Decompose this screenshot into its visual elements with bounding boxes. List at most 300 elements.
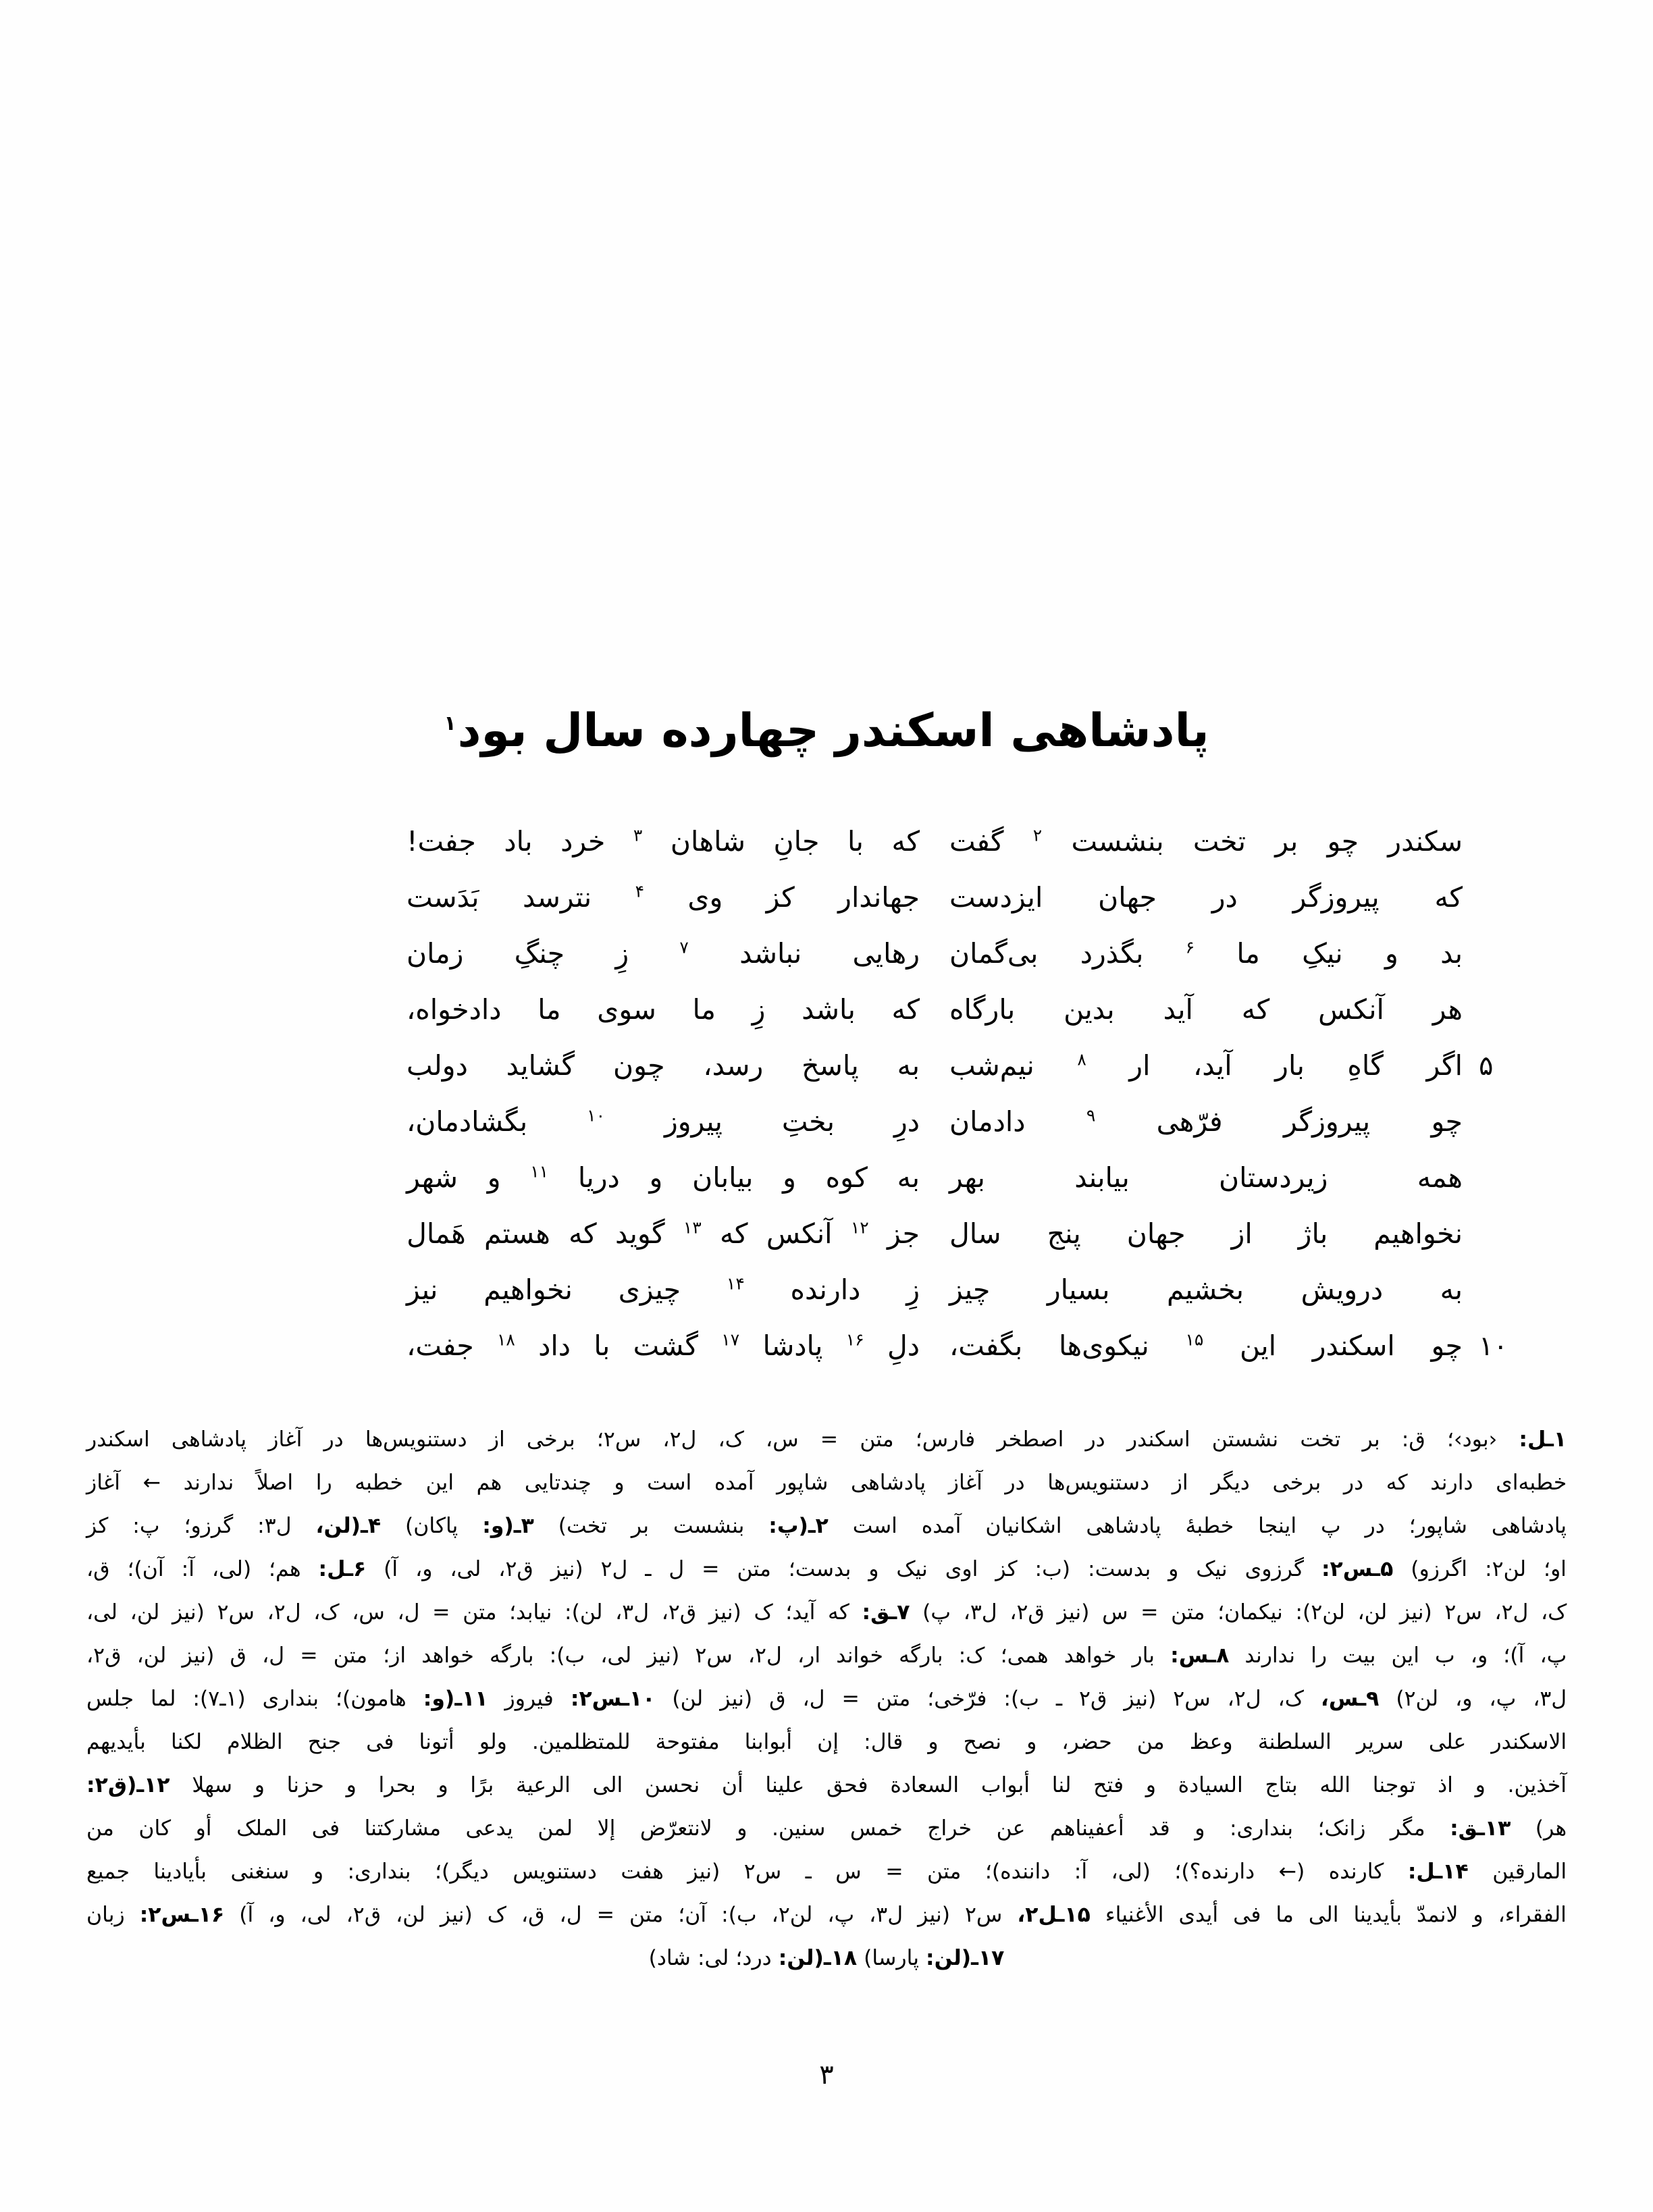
verse-word: شهر: [406, 1161, 458, 1194]
footnote-word: الاسکندر: [1491, 1730, 1567, 1754]
verse-word: با: [594, 1329, 610, 1362]
verse-word: اگر: [1426, 1049, 1463, 1082]
hemistich-left: [406, 1049, 949, 1082]
footnote-word: ۹ـس،: [1320, 1687, 1380, 1711]
footnote-word: ب: [1435, 1643, 1455, 1668]
verse-word: ما: [1236, 937, 1260, 970]
verse-word: اسکندر: [1312, 1329, 1395, 1362]
verse-word: سوی: [597, 993, 656, 1026]
footnote-word: اینجا: [1258, 1514, 1297, 1538]
footnote-word: السلطنة: [1257, 1730, 1332, 1754]
footnote-word: بار: [1132, 1643, 1155, 1668]
footnote-word: پ: [1320, 1514, 1341, 1538]
footnote-word: ولو: [479, 1730, 507, 1754]
footnote-word: (نیز: [172, 1600, 205, 1625]
footnote-word: سریر: [1356, 1730, 1404, 1754]
footnote-word: س،: [352, 1600, 385, 1625]
footnote-line: [86, 1548, 1567, 1591]
verse-line: [122, 993, 1531, 1049]
verse-word: زیردستان: [1219, 1161, 1328, 1194]
footnote-word: الملک: [236, 1816, 288, 1841]
verse-word: هستم: [483, 1217, 550, 1250]
footnote-word: قد: [1149, 1816, 1170, 1841]
footnote-line: [86, 1937, 1567, 1980]
footnote-word: (لی،: [1111, 1860, 1151, 1884]
footnote-word: شاد): [648, 1946, 691, 1970]
verse-word: همه: [1417, 1161, 1463, 1194]
verse-word: درویش: [1301, 1273, 1384, 1306]
footnote-word: چندتایی: [524, 1471, 592, 1495]
verse-word: دریا: [577, 1161, 620, 1194]
footnote-word: =: [702, 1557, 720, 1581]
verse-footnote-marker: ۸: [1077, 1049, 1086, 1070]
footnote-word: و: [1473, 1903, 1484, 1927]
footnote-word: و: [868, 1557, 879, 1581]
footnote-word: فی: [311, 1816, 340, 1841]
verse-word: گشاید: [506, 1049, 575, 1082]
footnote-word: ل۲،: [1494, 1600, 1529, 1625]
footnote-word: مگر: [1390, 1816, 1425, 1841]
footnote-word: الله: [1319, 1773, 1351, 1797]
footnote-line: [86, 1893, 1567, 1937]
footnote-word: (نیز: [440, 1903, 473, 1927]
footnote-word: و: [928, 1730, 939, 1754]
verse-line-number: ۱۰: [1479, 1331, 1508, 1362]
footnote-word: أتونا: [419, 1730, 454, 1754]
footnote-word: لن۲:: [1484, 1557, 1527, 1581]
footnote-word: و: [1026, 1730, 1037, 1754]
footnote-word: =: [885, 1860, 903, 1884]
footnote-word: س۲: [217, 1600, 255, 1625]
footnote-line: [86, 1720, 1567, 1764]
verse-block: [122, 825, 1531, 1386]
footnote-word: لن،: [136, 1643, 167, 1668]
footnote-word: حضر،: [1061, 1730, 1112, 1754]
footnote-word: علینا: [765, 1773, 805, 1797]
footnote-word: (نیز: [647, 1643, 680, 1668]
hemistich-left: [406, 1273, 949, 1306]
footnote-word: لانتعرّض: [639, 1816, 712, 1841]
footnote-word: سهلا: [192, 1773, 233, 1797]
hemistich-right: [949, 1105, 1469, 1138]
verse-word: نیکِ: [1302, 937, 1343, 970]
footnote-word: جلس: [86, 1687, 134, 1711]
hemistich-left: [406, 993, 949, 1026]
footnote-word: س۲؛: [596, 1427, 641, 1452]
footnote-word: السیادة: [1178, 1773, 1243, 1797]
footnote-word: نیک: [1196, 1557, 1228, 1581]
verse-footnote-marker: ۱۷: [721, 1329, 740, 1350]
verse-line: [122, 1161, 1531, 1217]
verse-word: بار: [1275, 1049, 1305, 1082]
footnote-word: پادشاهی: [1086, 1514, 1161, 1538]
verse-word: داد: [538, 1329, 571, 1362]
verse-footnote-marker: ۱۵: [1185, 1329, 1204, 1350]
footnote-word: آمده: [714, 1471, 754, 1495]
footnote-word: س: [835, 1860, 862, 1884]
footnote-word: برخی: [526, 1427, 575, 1452]
footnote-word: شاپور؛: [1409, 1514, 1467, 1538]
verse-word: آید: [1163, 993, 1193, 1026]
footnote-word: تخت): [558, 1514, 608, 1538]
footnote-word: است: [647, 1471, 692, 1495]
footnote-word: ق،: [86, 1557, 110, 1581]
footnote-word: خمس: [849, 1816, 903, 1841]
verse-word: [846, 1329, 864, 1362]
footnote-word: الظلام: [227, 1730, 283, 1754]
footnote-word: (ب:: [1034, 1557, 1071, 1581]
verse-word: هر: [1432, 993, 1463, 1026]
verse-word: جهان: [1126, 1217, 1186, 1250]
footnote-word: ۳ـ(و:: [482, 1514, 534, 1538]
footnote-word: هامون)؛: [336, 1687, 406, 1711]
footnote-word: ل۲،: [267, 1600, 301, 1625]
footnote-word: ق۲،: [346, 1903, 382, 1927]
verse-word: جز: [887, 1217, 920, 1250]
footnote-word: شاپور: [777, 1471, 829, 1495]
verse-word: به: [897, 1049, 920, 1082]
verse-word: باد: [504, 825, 533, 858]
verse-word: چنگِ: [514, 937, 565, 970]
verse-word: وی: [687, 881, 723, 914]
verse-line-number: ۵: [1479, 1051, 1494, 1082]
footnote-word: دیگر)؛: [435, 1860, 489, 1884]
verse-word: بگفت،: [949, 1329, 1023, 1362]
footnote-word: دستنویس‌ها: [365, 1427, 467, 1452]
verse-word: بخشیم: [1166, 1273, 1244, 1306]
footnote-word: ـ: [645, 1557, 652, 1581]
verse-word: پیروزگر: [1283, 1105, 1371, 1138]
verse-word: نخواهیم: [483, 1273, 573, 1306]
verse-word: چو: [1431, 1329, 1463, 1362]
hemistich-left: [406, 825, 949, 858]
footnote-word: و،: [1455, 1687, 1473, 1711]
verse-word: گفت: [949, 825, 1004, 858]
hemistich-right: [949, 937, 1469, 970]
footnote-word: أو: [195, 1816, 212, 1841]
footnote-word: الأغنیاء: [1105, 1903, 1164, 1927]
footnote-word: الرعیة: [515, 1773, 571, 1797]
page-title-text: پادشاهی اسکندر چهارده سال بود: [457, 704, 1209, 758]
footnote-word: و،: [1470, 1643, 1488, 1668]
verse-word: بهر: [949, 1161, 985, 1194]
footnote-word: ل۲،: [1227, 1687, 1261, 1711]
verse-word: جهان: [1098, 881, 1157, 914]
footnote-word: آ): [239, 1903, 254, 1927]
footnote-word: هم: [476, 1471, 502, 1495]
footnote-word: ق: [230, 1643, 246, 1668]
footnote-word: بارگه: [490, 1643, 534, 1668]
footnote-word: س۲: [1173, 1687, 1211, 1711]
verse-word: با: [847, 825, 864, 858]
footnote-word: آ)؛: [1503, 1643, 1525, 1668]
footnote-word: بنداری:: [347, 1860, 411, 1884]
footnote-word: ۱۰ـس۲:: [570, 1687, 656, 1711]
verse-word: بسیار: [1047, 1273, 1110, 1306]
footnote-word: لی،: [300, 1903, 332, 1927]
footnote-word: همی؛: [1000, 1643, 1049, 1668]
footnote-word: متن: [629, 1903, 664, 1927]
footnote-word: ل،: [262, 1643, 285, 1668]
verse-word: بی‌گمان: [949, 937, 1039, 970]
verse-word: [721, 1329, 739, 1362]
footnote-word: المارقین: [1492, 1860, 1567, 1884]
verse-word: بد: [1440, 937, 1463, 970]
verse-word: جانِ: [773, 825, 820, 858]
verse-word: و: [487, 1161, 501, 1194]
footnote-word: ۱۱ـ(و:: [423, 1687, 488, 1711]
footnote-word: السعادة: [890, 1773, 960, 1797]
verse-word: باشد: [802, 993, 856, 1026]
footnote-word: و،: [268, 1903, 286, 1927]
verse-word: [851, 1217, 869, 1250]
footnote-word: لن):: [564, 1600, 603, 1625]
footnote-word: لن۲،: [771, 1903, 813, 1927]
verse-word: نیکوی‌ها: [1059, 1329, 1149, 1362]
footnote-word: أعفیناهم: [1049, 1816, 1124, 1841]
footnote-word: ق،: [521, 1903, 545, 1927]
verse-word: بیابند: [1074, 1161, 1130, 1194]
footnote-word: للمتظلمین.: [531, 1730, 631, 1754]
verse-word: آنکس: [766, 1217, 833, 1250]
footnote-word: زبان: [86, 1903, 125, 1927]
footnote-word: هم؛: [269, 1557, 301, 1581]
footnote-word: و: [1475, 1773, 1486, 1797]
footnote-word: ۱۶ـس۲:: [139, 1903, 225, 1927]
footnote-word: س۲: [743, 1860, 782, 1884]
verse-footnote-marker: ۱۶: [845, 1329, 864, 1350]
footnote-word: اسکندر: [86, 1427, 150, 1452]
footnote-word: ل،: [559, 1903, 582, 1927]
footnote-word: است: [852, 1514, 897, 1538]
hemistich-right: [949, 825, 1469, 858]
footnote-word: ندارند: [1244, 1643, 1295, 1668]
footnote-word: ۱۵ـل۲،: [1017, 1903, 1091, 1927]
footnote-word: بر: [631, 1514, 650, 1538]
footnote-line: [86, 1504, 1567, 1548]
footnote-word: ق۲،: [498, 1557, 533, 1581]
footnote-word: بنداری:: [1229, 1816, 1293, 1841]
verse-word: [635, 881, 644, 914]
verse-word: که: [1241, 993, 1270, 1026]
verse-word: [1033, 825, 1042, 858]
verse-word: آید،: [1193, 1049, 1232, 1082]
verse-word: سال: [949, 1217, 1001, 1250]
footnote-word: بنشست: [673, 1514, 745, 1538]
footnote-word: فحق: [826, 1773, 868, 1797]
footnote-word: برخی: [1272, 1471, 1321, 1495]
footnote-word: لنا: [1051, 1773, 1072, 1797]
verse-word: کز: [766, 881, 795, 914]
verse-word: که: [891, 993, 920, 1026]
verse-word: زِ: [906, 1273, 920, 1306]
footnote-word: گرزو؛: [184, 1514, 234, 1538]
footnote-word: بأیدیهم: [86, 1730, 146, 1754]
verse-footnote-marker: ۱۴: [726, 1273, 745, 1294]
footnote-word: (نیز: [708, 1600, 741, 1625]
verse-word: درِ: [893, 1105, 920, 1138]
footnote-word: متن: [463, 1600, 497, 1625]
verse-word: بختِ: [781, 1105, 835, 1138]
verse-word: در: [1211, 881, 1238, 914]
footnote-line: [86, 1807, 1567, 1850]
footnote-word: خواهد: [1064, 1643, 1117, 1668]
footnote-word: درد؛: [735, 1946, 772, 1970]
footnote-word: ب):: [549, 1643, 585, 1668]
footnote-word: آید؛: [785, 1600, 816, 1625]
verse-line: [122, 825, 1531, 881]
footnote-word: ۴ـ(لن،: [315, 1514, 382, 1538]
page-number: ۳: [819, 2059, 834, 2090]
footnote-line: [86, 1591, 1567, 1634]
verse-word: [1185, 1329, 1203, 1362]
footnote-word: که: [827, 1600, 849, 1625]
footnote-word: بأیدینا: [1353, 1903, 1402, 1927]
footnote-word: لانمدّ: [1416, 1903, 1459, 1927]
footnote-word: لی،: [600, 1643, 632, 1668]
footnote-word: مشارکتنا: [364, 1816, 441, 1841]
verse-word: بدین: [1064, 993, 1115, 1026]
verse-word: رهایی: [852, 937, 920, 970]
footnote-word: =: [432, 1600, 450, 1625]
verse-word: زِ: [752, 993, 766, 1026]
footnote-word: فی: [366, 1730, 394, 1754]
verse-line: [122, 1273, 1531, 1329]
footnote-word: و: [1145, 1773, 1156, 1797]
verse-word: پیروز: [664, 1105, 723, 1138]
verse-word: نیز: [406, 1273, 438, 1306]
verse-word: که: [1434, 881, 1463, 914]
footnote-word: بیت: [1342, 1643, 1376, 1668]
footnote-word: =: [596, 1903, 614, 1927]
verse-word: دلِ: [887, 1329, 920, 1362]
footnote-word: هر): [1535, 1816, 1567, 1841]
footnote-word: فرّخی؛: [927, 1687, 987, 1711]
footnote-word: خواند: [836, 1643, 883, 1668]
footnote-word: (نیز: [1124, 1687, 1157, 1711]
footnote-word: أبوابنا: [744, 1730, 793, 1754]
hemistich-right: [949, 1273, 1469, 1306]
footnote-word: ل۳،: [1533, 1687, 1567, 1711]
verse-word: و: [1384, 937, 1398, 970]
footnote-word: ک:: [958, 1643, 985, 1668]
verse-footnote-marker: ۱۳: [683, 1217, 702, 1238]
verse-word: آنکس: [1318, 993, 1384, 1026]
footnote-word: ۲ـ(پ:: [768, 1514, 829, 1538]
verse-word: جفت،: [406, 1329, 474, 1362]
footnote-word: برًا: [470, 1773, 494, 1797]
verse-word: نترسد: [522, 881, 592, 914]
footnote-word: و: [614, 1471, 625, 1495]
footnote-word: (نیز: [550, 1557, 583, 1581]
footnote-word: ۱۷ـ(لن:: [926, 1946, 1005, 1970]
verse-footnote-marker: ۲: [1032, 825, 1043, 845]
footnote-word: آن؛: [678, 1903, 707, 1927]
footnote-word: خطبه‌ای: [1496, 1471, 1567, 1495]
footnote-word: که: [1386, 1471, 1408, 1495]
verse-word: دولب: [406, 1049, 468, 1082]
verse-footnote-marker: ۱۱: [530, 1161, 549, 1182]
footnote-word: را: [1311, 1643, 1328, 1668]
footnote-word: داننده)؛: [985, 1860, 1051, 1884]
footnote-word: خواهد: [421, 1643, 474, 1668]
footnote-word: الی: [592, 1773, 623, 1797]
footnote-word: (←: [1278, 1860, 1305, 1884]
footnote-line: [86, 1634, 1567, 1677]
footnote-word: آغاز: [86, 1471, 121, 1495]
verse-word: که: [569, 1217, 597, 1250]
footnote-word: =: [820, 1427, 839, 1452]
verse-word: [587, 1105, 605, 1138]
verse-word: پیروزگر: [1292, 881, 1380, 914]
footnote-word: اذ: [1438, 1773, 1453, 1797]
hemistich-right: [949, 1329, 1469, 1362]
verse-word: [1077, 1049, 1086, 1082]
footnote-word: و: [254, 1773, 265, 1797]
footnote-word: ل۳،: [615, 1600, 650, 1625]
footnote-line: [86, 1764, 1567, 1807]
footnote-word: أبواب: [980, 1773, 1030, 1797]
footnote-word: ل۳:: [257, 1514, 292, 1538]
verse-word: نیم‌شب: [949, 1049, 1034, 1082]
verse-word: زمان: [406, 937, 464, 970]
footnote-word: دستنویس‌ها: [1047, 1471, 1150, 1495]
verse-word: بارگاه: [949, 993, 1016, 1026]
footnote-word: بدست؛: [788, 1557, 851, 1581]
footnote-word: عن: [996, 1816, 1026, 1841]
footnote-line: [86, 1461, 1567, 1504]
footnote-word: گرزوی: [1244, 1557, 1305, 1581]
footnote-word: نیابد؛: [509, 1600, 552, 1625]
footnote-word: من: [86, 1816, 114, 1841]
footnote-word: س: [1102, 1600, 1128, 1625]
hemistich-left: [406, 937, 949, 970]
footnote-word: ما: [1276, 1903, 1294, 1927]
footnote-word: ۵ـس۲:: [1321, 1557, 1394, 1581]
footnote-word: ک،: [718, 1427, 744, 1452]
footnote-word: ۸ـس:: [1170, 1643, 1230, 1668]
verse-word: که: [891, 825, 920, 858]
footnote-word: دیگر: [1211, 1471, 1250, 1495]
verse-word: دادخواه،: [406, 993, 502, 1026]
footnote-word: از: [488, 1427, 505, 1452]
page-title: [0, 702, 1653, 760]
verse-word: گشت: [633, 1329, 698, 1362]
footnote-word: ۷ـق:: [862, 1600, 910, 1625]
verse-word: [1086, 1105, 1095, 1138]
footnote-word: لن،: [130, 1600, 160, 1625]
footnote-word: سنغنی: [230, 1860, 290, 1884]
footnote-word: نحسن: [644, 1773, 700, 1797]
verse-footnote-marker: ۷: [679, 937, 689, 957]
footnote-word: لن۲):: [1295, 1600, 1345, 1625]
footnote-word: ل،: [397, 1600, 420, 1625]
footnote-word: را: [315, 1471, 332, 1495]
verse-line: [122, 1049, 1531, 1105]
verse-footnote-marker: ۱۸: [496, 1329, 515, 1350]
footnote-word: ک،: [313, 1600, 340, 1625]
verse-word: این: [1240, 1329, 1277, 1362]
footnote-word: نیک: [896, 1557, 928, 1581]
verse-word: چو: [1327, 825, 1359, 858]
footnote-word: لن،: [1357, 1600, 1388, 1625]
footnote-word: از؛: [383, 1643, 406, 1668]
footnote-word: من: [1136, 1730, 1165, 1754]
footnote-word: کان: [138, 1816, 172, 1841]
hemistich-right: [949, 993, 1469, 1026]
footnote-word: (نیز: [918, 1903, 951, 1927]
footnote-word: متن: [860, 1427, 894, 1452]
